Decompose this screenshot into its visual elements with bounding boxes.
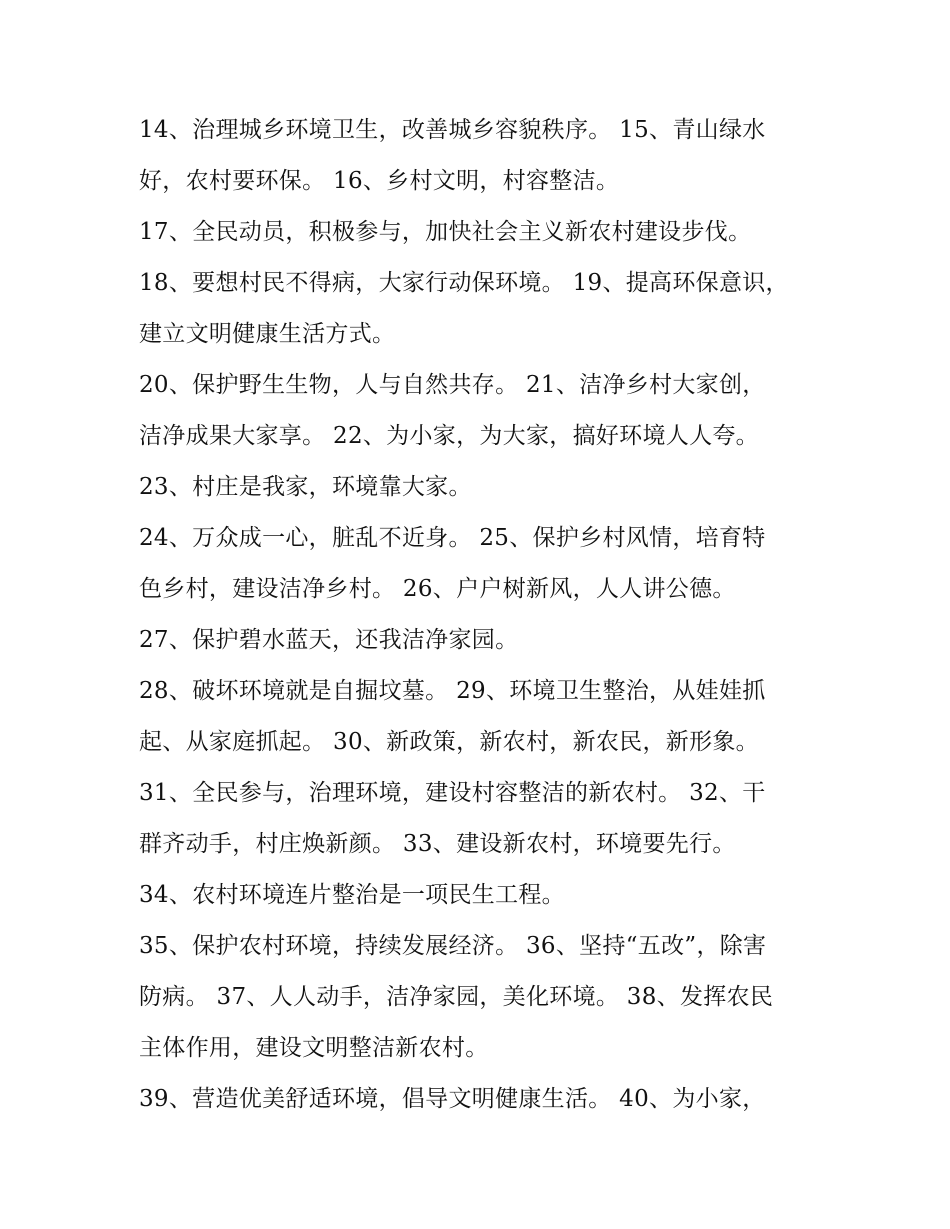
text-line: 39、营造优美舒适环境，倡导文明健康生活。 40、为小家， — [139, 1086, 766, 1112]
text-line: 主体作用，建设文明整洁新农村。 — [139, 1035, 489, 1061]
text-line: 24、万众成一心，脏乱不近身。 25、保护乡村风情，培育特 — [139, 525, 766, 551]
text-line: 群齐动手，村庄焕新颜。 33、建设新农村，环境要先行。 — [139, 831, 736, 857]
text-line: 27、保护碧水蓝天，还我洁净家园。 — [139, 627, 519, 653]
text-line: 色乡村，建设洁净乡村。 26、户户树新风，人人讲公德。 — [139, 576, 736, 602]
text-line: 14、治理城乡环境卫生，改善城乡容貌秩序。 15、青山绿水 — [139, 117, 766, 143]
text-line: 防病。 37、人人动手，洁净家园，美化环境。 38、发挥农民 — [139, 984, 774, 1010]
text-line: 20、保护野生生物，人与自然共存。 21、洁净乡村大家创， — [139, 372, 766, 398]
text-line: 35、保护农村环境，持续发展经济。 36、坚持“五改”，除害 — [139, 933, 767, 959]
text-line: 34、农村环境连片整治是一项民生工程。 — [139, 882, 565, 908]
text-line: 18、要想村民不得病，大家行动保环境。 19、提高环保意识， — [139, 270, 789, 296]
text-line: 好，农村要环保。 16、乡村文明，村容整洁。 — [139, 168, 620, 194]
body-text — [139, 105, 819, 1125]
text-line: 起、从家庭抓起。 30、新政策，新农村，新农民，新形象。 — [139, 729, 759, 755]
text-line: 31、全民参与，治理环境，建设村容整洁的新农村。 32、干 — [139, 780, 766, 806]
text-line: 建立文明健康生活方式。 — [139, 321, 396, 347]
text-line: 洁净成果大家享。 22、为小家，为大家，搞好环境人人夸。 — [139, 423, 759, 449]
text-line: 23、村庄是我家，环境靠大家。 — [139, 474, 472, 500]
text-line: 17、全民动员，积极参与，加快社会主义新农村建设步伐。 — [139, 219, 752, 245]
text-line: 28、破坏环境就是自掘坟墓。 29、环境卫生整治，从娃娃抓 — [139, 678, 766, 704]
